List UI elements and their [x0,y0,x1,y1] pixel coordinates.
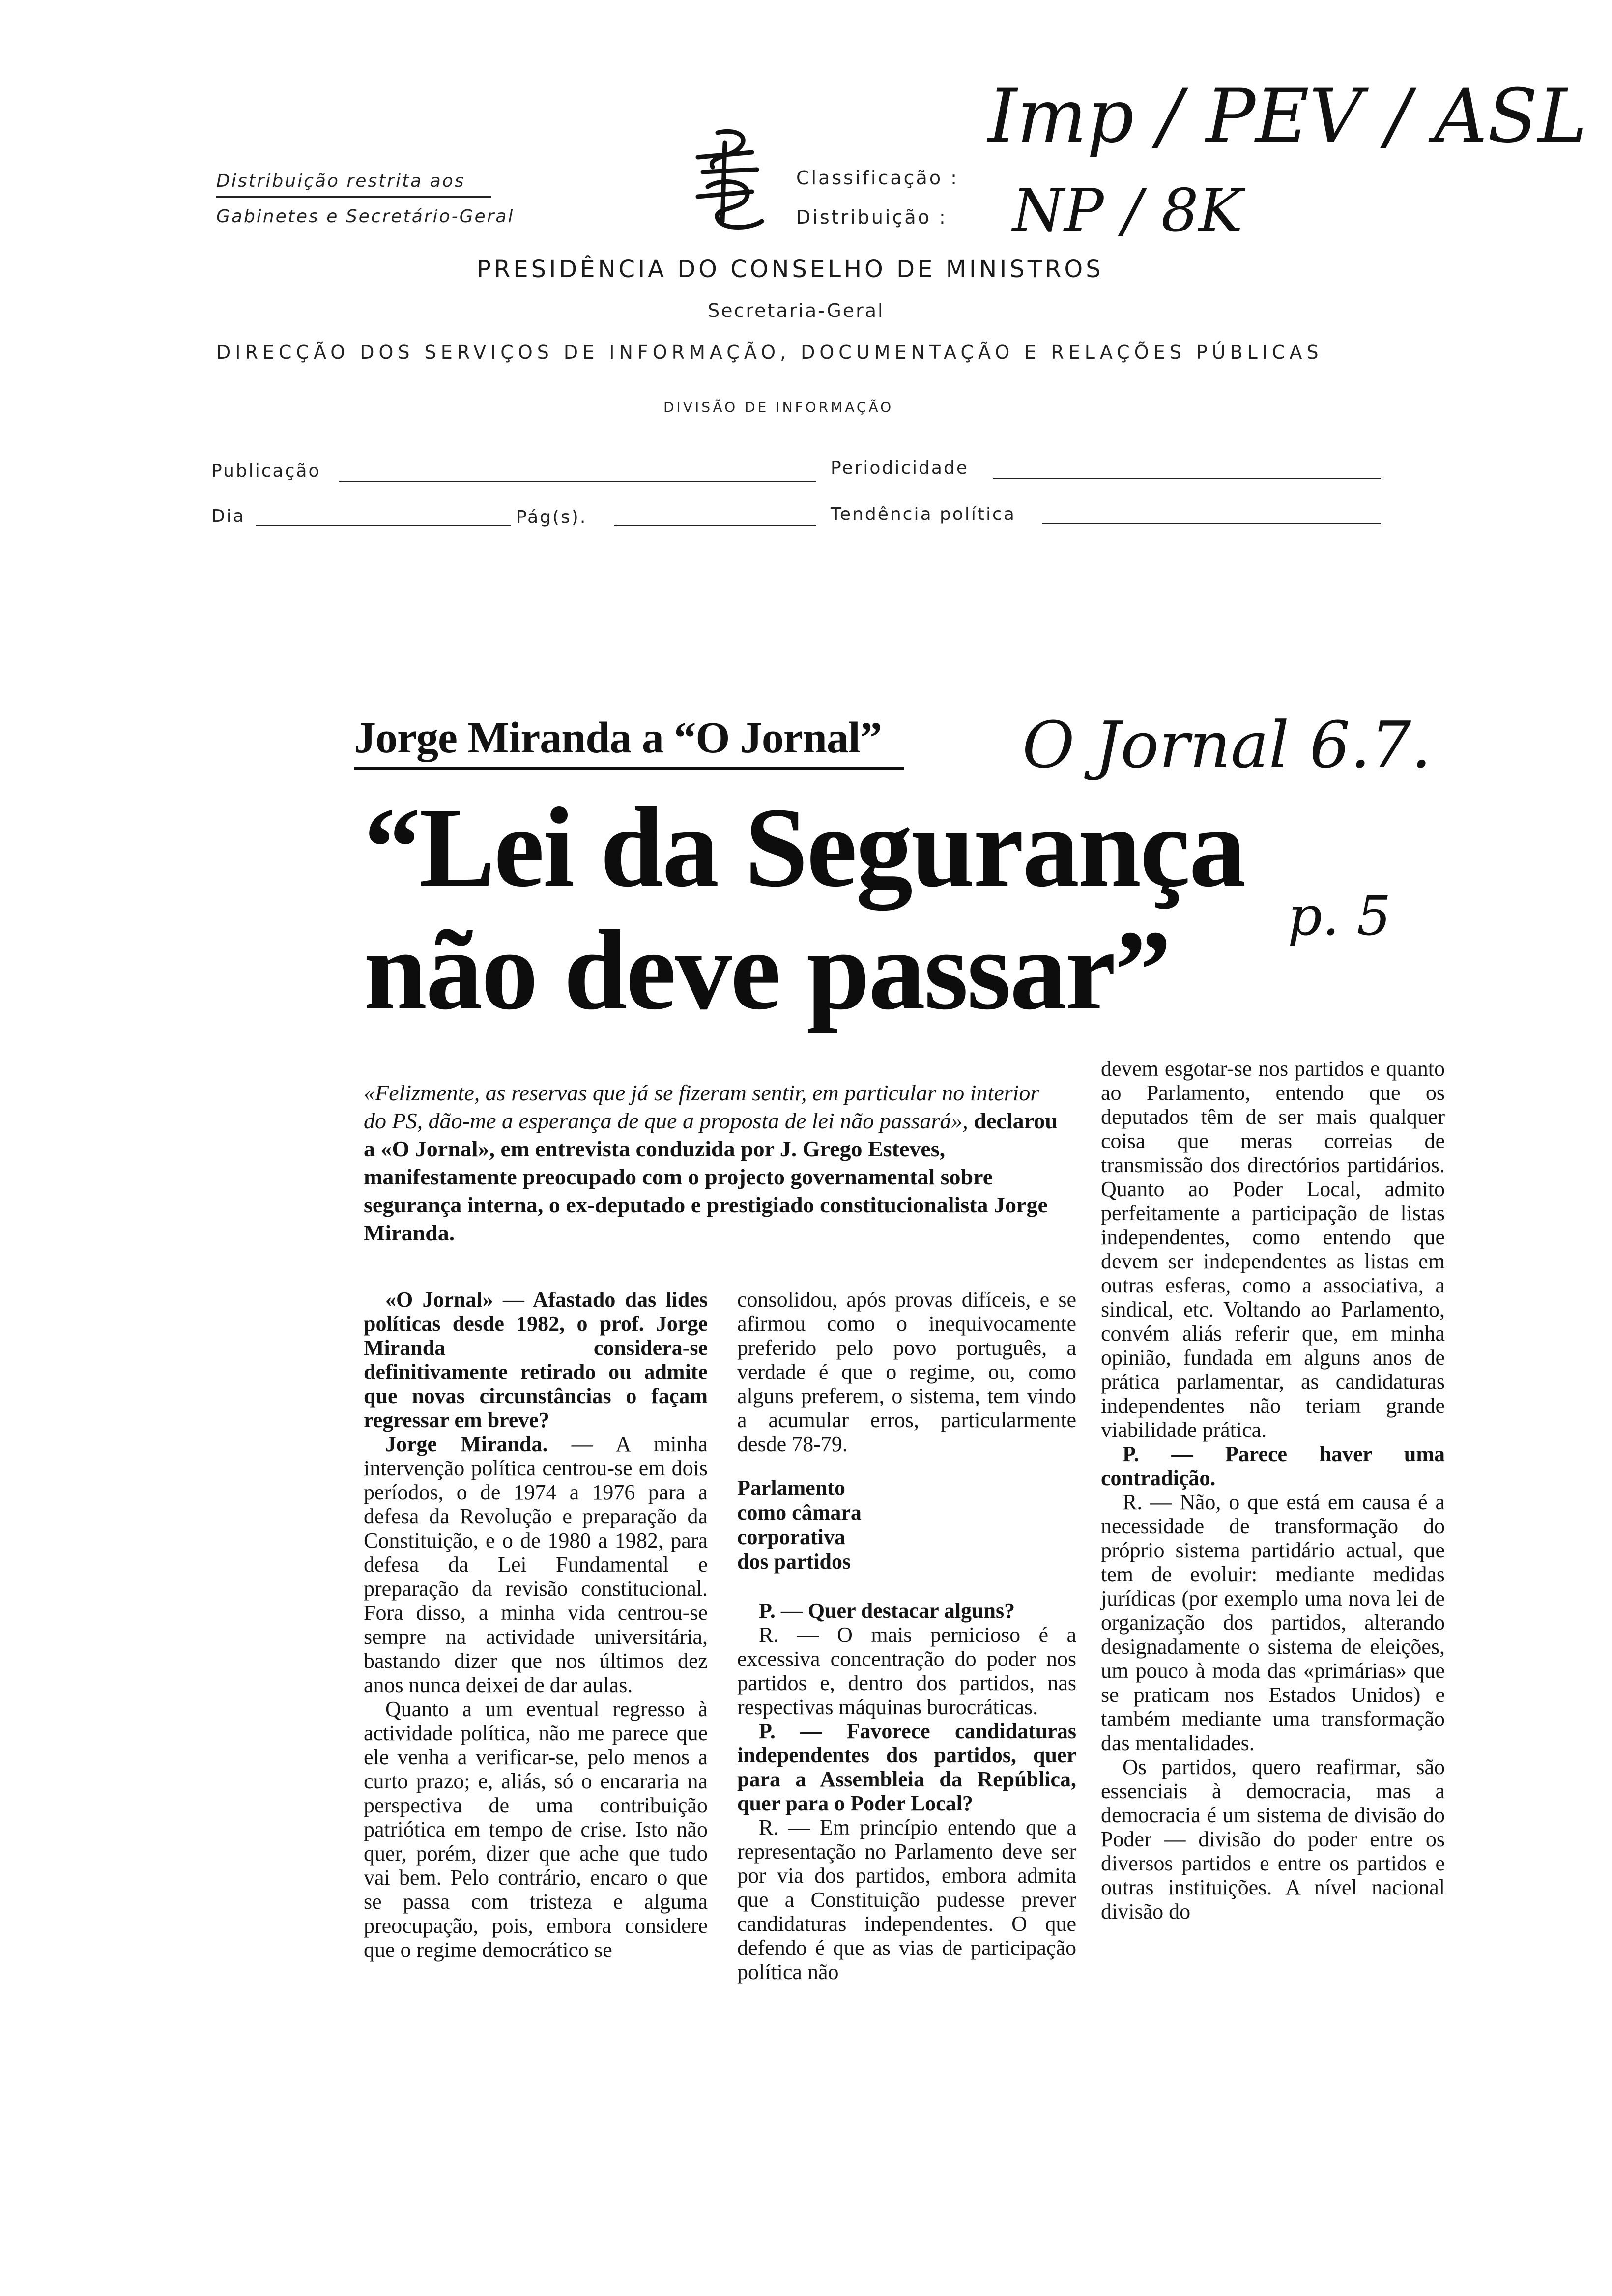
political-tendency-label: Tendência política [831,504,1016,524]
division-heading: DIVISÃO DE INFORMAÇÃO [663,399,894,415]
pages-label: Pág(s). [516,507,587,527]
day-label: Dia [211,506,245,526]
article-kicker: Jorge Miranda a “O Jornal” [354,714,882,762]
periodicity-label: Periodicidade [831,458,969,478]
interview-question-4: P. — Parece haver uma contradição. [1101,1442,1445,1490]
article-lede [364,1079,1066,1247]
interview-answer-1: — A minha intervenção política centrou-se em dois períodos, o de 1974 a 1976 para a defesa da Revolução e preparação da Constituição, e o de 1980 a 1982, para defesa da Lei Fundamental e preparação da revisão constitucional. Fora disso, a minha vida centrou-se sempre na actividade universitária, bastando dizer que nos últimos dez anos nunca deixei de dar aulas. [364,1432,708,1697]
answer-speaker: Jorge Miranda. [385,1432,548,1456]
pages-field-line [614,525,816,526]
handwritten-newspaper-note: O Jornal 6.7. [1022,708,1432,782]
directorate-heading: DIRECÇÃO DOS SERVIÇOS DE INFORMAÇÃO, DOCUMENTAÇÃO E RELAÇÕES PÚBLICAS [216,342,1323,363]
presidency-heading: PRESIDÊNCIA DO CONSELHO DE MINISTROS [477,256,1104,283]
day-field-line [256,525,511,526]
distribution-restriction-line1: Distribuição restrita aos [216,171,465,191]
subhead-line-4: dos partidos [737,1550,851,1574]
handwritten-page-note: p. 5 [1288,885,1391,947]
lede-quote: «Felizmente, as reservas que já se fizeram sentir, em particular no interior do PS, dão-me a esperança de que a proposta de lei não passará», [364,1080,1039,1133]
interview-answer-2: Quanto a um eventual regresso à actividade política, não me parece que ele venha a verificar-se, pelo menos a curto prazo; e, aliás, só o encararia na perspectiva de uma contribuição patriótica em tempo de crise. Isto não quer, porém, dizer que ache que tudo vai bem. Pelo contrário, encaro o que se passa com tristeza e alguma preocupação, pois, embora considere que o regime democrático se [364,1697,708,1962]
interview-question-3: P. — Favorece candidaturas independentes dos partidos, quer para a Assembleia da República, quer para o Poder Local? [737,1719,1076,1815]
publication-field-line [339,481,816,482]
emblem-icon [678,123,777,241]
handwritten-top-note: Imp / PEV / ASL [988,74,1587,159]
secretariat-heading: Secretaria-Geral [708,300,885,321]
interview-answer-4: R. — Em princípio entendo que a representação no Parlamento deve ser por via dos partidos, embora admita que a Constituição pudesse prever candidaturas independentes. O que defendo é que as vias de participação política não [737,1815,1076,1984]
interview-question-1: «O Jornal» — Afastado das lides políticas desde 1982, o prof. Jorge Miranda considera-se definitivamente retirado ou admite que novas circunstâncias o façam regressar em breve? [364,1288,708,1432]
kicker-underline [354,767,904,770]
lede-attribution: declarou a «O Jornal», em entrevista conduzida por J. Grego Esteves, manifestamente preocupado com o projecto governamental sobre segurança interna, o ex-deputado e prestigiado constitucionalista Jorge Miranda. [364,1108,1058,1245]
subhead-line-3: corporativa [737,1525,845,1549]
article-column-2 [737,1288,1076,1984]
article-column-1 [364,1288,708,1962]
distribution-rule [216,196,491,198]
political-tendency-field-line [1042,523,1381,524]
interview-answer-3: R. — O mais pernicioso é a excessiva concentração do poder nos partidos e, dentro dos partidos, nas respectivas máquinas burocráticas. [737,1623,1076,1719]
headline-line1: “Lei da Segurança [364,784,1245,911]
periodicity-field-line [993,478,1381,479]
article-column-3 [1101,1057,1445,1923]
classification-label: Classificação : [796,167,959,189]
publication-label: Publicação [211,461,321,481]
interview-question-2: P. — Quer destacar alguns? [759,1599,1015,1623]
distribution-label: Distribuição : [796,206,948,228]
interview-answer-6: Os partidos, quero reafirmar, são essenciais à democracia, mas a democracia é um sistema de divisão do Poder — divisão do poder entre os diversos partidos e entre os partidos e outras instituições. A nível nacional divisão do [1101,1755,1445,1923]
distribution-restriction-line2: Gabinetes e Secretário-Geral [216,206,515,227]
subhead-line-1: Parlamento [737,1476,845,1500]
handwritten-np-note: NP / 8K [1012,177,1243,245]
interview-answer-2-continued: consolidou, após provas difíceis, e se afirmou como o inequivocamente preferido pelo povo português, a verdade é que o regime, ou, como alguns preferem, o sistema, tem vindo a acumular erros, particularmente desde 78-79. [737,1288,1076,1456]
headline-line2: não deve passar” [364,907,1170,1033]
section-subhead [737,1476,1076,1574]
subhead-line-2: como câmara [737,1500,862,1524]
interview-answer-5: R. — Não, o que está em causa é a necessidade de transformação do próprio sistema partidário actual, que tem de evoluir: mediante medidas jurídicas (por exemplo uma nova lei de organização dos partidos, alterando designadamente o sistema de eleições, um pouco à moda das «primárias» que se praticam nos Estados Unidos) e também mediante uma transformação das mentalidades. [1101,1490,1445,1755]
interview-answer-4-continued: devem esgotar-se nos partidos e quanto ao Parlamento, entendo que os deputados têm de ser mais qualquer coisa que meras correias de transmissão dos directórios partidários. Quanto ao Poder Local, admito perfeitamente a participação de listas independentes, como entendo que devem ser independentes as listas em outras esferas, como a associativa, a sindical, etc. Voltando ao Parlamento, convém aliás referir que, em minha opinião, fundada em alguns anos de prática parlamentar, as candidaturas independentes não teriam grande viabilidade prática. [1101,1057,1445,1442]
